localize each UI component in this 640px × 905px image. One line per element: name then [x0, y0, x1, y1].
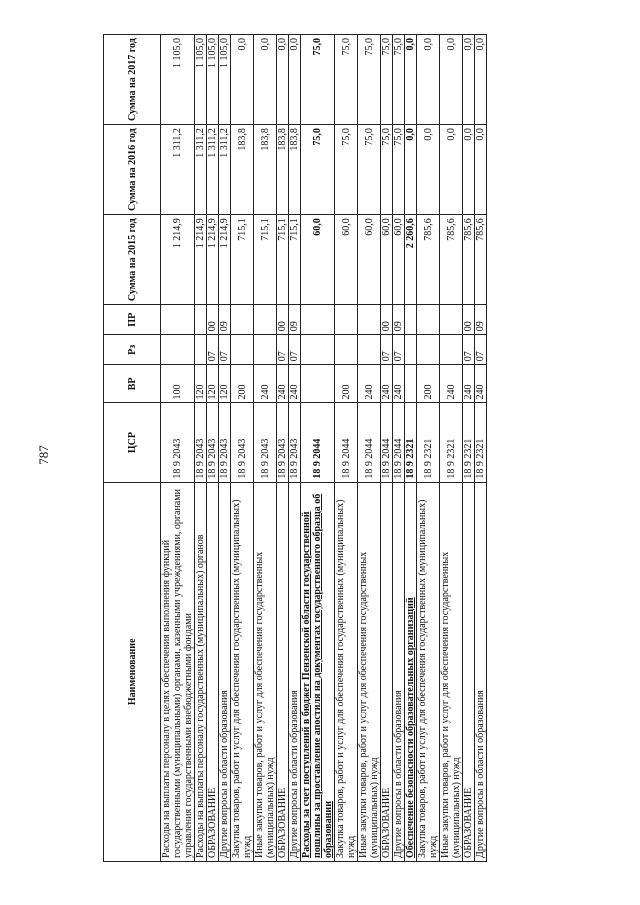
cell-rz: 07: [277, 335, 289, 365]
cell-2016: 183,8: [231, 125, 254, 215]
cell-pr: [335, 305, 358, 335]
cell-2015: 60,0: [301, 215, 335, 305]
cell-csr: 18 9 2044: [335, 403, 358, 482]
budget-table: [103, 34, 487, 862]
cell-csr: 18 9 2321: [417, 403, 440, 482]
cell-vr: 100: [161, 365, 195, 403]
cell-vr: 240: [463, 365, 475, 403]
table-row: [440, 35, 463, 862]
cell-csr: 18 9 2043: [277, 403, 289, 482]
cell-2015: 785,6: [475, 215, 487, 305]
cell-2016: 0,0: [475, 125, 487, 215]
cell-2017: 75,0: [393, 35, 405, 125]
page-number-text: 787: [36, 445, 51, 465]
cell-pr: [301, 305, 335, 335]
cell-rz: [301, 335, 335, 365]
cell-2017: 0,0: [231, 35, 254, 125]
cell-vr: 120: [219, 365, 231, 403]
cell-rz: [161, 335, 195, 365]
cell-vr: 240: [393, 365, 405, 403]
table-row: [358, 35, 381, 862]
cell-2017: 0,0: [463, 35, 475, 125]
cell-rz: 07: [463, 335, 475, 365]
cell-pr: [440, 305, 463, 335]
budget-table-container: [103, 34, 571, 862]
cell-2016: 1 311,2: [207, 125, 219, 215]
cell-pr: [417, 305, 440, 335]
cell-csr: 18 9 2321: [405, 403, 417, 482]
cell-2016: 75,0: [358, 125, 381, 215]
cell-2017: 1 105,0: [161, 35, 195, 125]
cell-vr: 240: [358, 365, 381, 403]
cell-rz: [417, 335, 440, 365]
cell-name: Другие вопросы в области образования: [289, 482, 301, 861]
cell-2016: 75,0: [301, 125, 335, 215]
cell-rz: 07: [219, 335, 231, 365]
cell-2017: 75,0: [335, 35, 358, 125]
cell-csr: 18 9 2043: [195, 403, 207, 482]
cell-pr: 00: [277, 305, 289, 335]
cell-2015: 1 214,9: [207, 215, 219, 305]
cell-2016: 0,0: [417, 125, 440, 215]
cell-vr: 240: [289, 365, 301, 403]
cell-vr: 200: [417, 365, 440, 403]
cell-2017: 75,0: [381, 35, 393, 125]
cell-rz: [195, 335, 207, 365]
cell-vr: 240: [440, 365, 463, 403]
cell-name: Другие вопросы в области образования: [475, 482, 487, 861]
table-row: [463, 35, 475, 862]
cell-pr: 09: [219, 305, 231, 335]
cell-name: Обеспечение безопасности образовательных организаций: [405, 482, 417, 861]
table-row: [254, 35, 277, 862]
header-2015: Сумма на 2015 год: [104, 215, 161, 305]
cell-rz: 07: [381, 335, 393, 365]
cell-name: Другие вопросы в области образования: [393, 482, 405, 861]
cell-2015: 60,0: [393, 215, 405, 305]
table-row: [289, 35, 301, 862]
cell-name: Расходы на выплаты персоналу в целях обеспечения выполнения функций государственными (муниципальными) органами, казенными учреждениями, органами управления государственными внебюджетными фондами: [161, 482, 195, 861]
cell-name: Закупка товаров, работ и услуг для обеспечения государственных (муниципальных) нужд: [231, 482, 254, 861]
cell-2015: 60,0: [335, 215, 358, 305]
table-row: [475, 35, 487, 862]
cell-2015: 1 214,9: [195, 215, 207, 305]
cell-2015: 715,1: [289, 215, 301, 305]
cell-2017: 1 105,0: [207, 35, 219, 125]
cell-vr: 240: [475, 365, 487, 403]
cell-pr: 09: [289, 305, 301, 335]
header-csr: ЦСР: [104, 403, 161, 482]
cell-csr: 18 9 2321: [463, 403, 475, 482]
cell-2015: 785,6: [417, 215, 440, 305]
table-row: [301, 35, 335, 862]
cell-vr: 240: [381, 365, 393, 403]
cell-2015: 1 214,9: [161, 215, 195, 305]
cell-rz: [254, 335, 277, 365]
cell-2015: 1 214,9: [219, 215, 231, 305]
table-row: [417, 35, 440, 862]
table-row: [277, 35, 289, 862]
table-row: [393, 35, 405, 862]
cell-pr: 00: [207, 305, 219, 335]
table-body: [161, 35, 487, 862]
cell-2017: 0,0: [289, 35, 301, 125]
cell-2015: 785,6: [463, 215, 475, 305]
cell-2015: 785,6: [440, 215, 463, 305]
cell-2015: 60,0: [381, 215, 393, 305]
cell-name: ОБРАЗОВАНИЕ: [277, 482, 289, 861]
cell-2016: 1 311,2: [219, 125, 231, 215]
cell-pr: [161, 305, 195, 335]
cell-name: Иные закупки товаров, работ и услуг для обеспечения государственных (муниципальных) нужд: [440, 482, 463, 861]
cell-2017: 0,0: [254, 35, 277, 125]
cell-name: Расходы на выплаты персоналу государственных (муниципальных) органов: [195, 482, 207, 861]
cell-pr: [358, 305, 381, 335]
cell-vr: 240: [277, 365, 289, 403]
cell-csr: 18 9 2043: [161, 403, 195, 482]
header-2016: Сумма на 2016 год: [104, 125, 161, 215]
cell-2015: 715,1: [231, 215, 254, 305]
cell-name: Другие вопросы в области образования: [219, 482, 231, 861]
table-row: [161, 35, 195, 862]
cell-pr: [254, 305, 277, 335]
cell-vr: 200: [335, 365, 358, 403]
page-number: [34, 440, 54, 470]
cell-pr: [405, 305, 417, 335]
cell-2016: 1 311,2: [161, 125, 195, 215]
cell-2016: 183,8: [289, 125, 301, 215]
cell-2017: 0,0: [277, 35, 289, 125]
cell-2016: 0,0: [405, 125, 417, 215]
header-vr: ВР: [104, 365, 161, 403]
cell-2015: 715,1: [277, 215, 289, 305]
cell-2017: 0,0: [417, 35, 440, 125]
cell-rz: [231, 335, 254, 365]
header-rz: Рз: [104, 335, 161, 365]
cell-vr: [301, 365, 335, 403]
cell-pr: 00: [463, 305, 475, 335]
cell-2017: 75,0: [358, 35, 381, 125]
cell-csr: 18 9 2044: [301, 403, 335, 482]
cell-rz: 07: [475, 335, 487, 365]
cell-name: Расходы за счет поступлений в бюджет Пензенской области государственной пошлины за проставление апостиля на документах государственного образца об образовании: [301, 482, 335, 861]
cell-2016: 183,8: [277, 125, 289, 215]
cell-csr: 18 9 2044: [358, 403, 381, 482]
cell-csr: 18 9 2043: [231, 403, 254, 482]
cell-name: Иные закупки товаров, работ и услуг для обеспечения государственных (муниципальных) нужд: [254, 482, 277, 861]
header-2017: Сумма на 2017 год: [104, 35, 161, 125]
cell-pr: 00: [381, 305, 393, 335]
header-name: Наименование: [104, 482, 161, 861]
cell-name: Закупка товаров, работ и услуг для обеспечения государственных (муниципальных) нужд: [417, 482, 440, 861]
cell-2016: 1 311,2: [195, 125, 207, 215]
cell-2016: 75,0: [335, 125, 358, 215]
cell-rz: [405, 335, 417, 365]
cell-2015: 60,0: [358, 215, 381, 305]
cell-name: Закупка товаров, работ и услуг для обеспечения государственных (муниципальных) нужд: [335, 482, 358, 861]
table-row: [207, 35, 219, 862]
cell-pr: [231, 305, 254, 335]
cell-vr: 200: [231, 365, 254, 403]
cell-rz: [358, 335, 381, 365]
cell-name: ОБРАЗОВАНИЕ: [381, 482, 393, 861]
cell-csr: 18 9 2044: [381, 403, 393, 482]
cell-pr: 09: [475, 305, 487, 335]
cell-2016: 75,0: [381, 125, 393, 215]
cell-name: ОБРАЗОВАНИЕ: [463, 482, 475, 861]
cell-vr: [405, 365, 417, 403]
cell-vr: 120: [195, 365, 207, 403]
cell-2017: 0,0: [475, 35, 487, 125]
cell-name: ОБРАЗОВАНИЕ: [207, 482, 219, 861]
cell-rz: 07: [289, 335, 301, 365]
header-pr: ПР: [104, 305, 161, 335]
table-header-row: [104, 35, 161, 862]
cell-vr: 120: [207, 365, 219, 403]
cell-csr: 18 9 2043: [254, 403, 277, 482]
cell-pr: [195, 305, 207, 335]
cell-2016: 0,0: [463, 125, 475, 215]
cell-csr: 18 9 2321: [440, 403, 463, 482]
cell-2015: 715,1: [254, 215, 277, 305]
cell-csr: 18 9 2043: [289, 403, 301, 482]
table-row: [381, 35, 393, 862]
table-row: [195, 35, 207, 862]
cell-csr: 18 9 2044: [393, 403, 405, 482]
cell-rz: [335, 335, 358, 365]
cell-2017: 0,0: [440, 35, 463, 125]
cell-2016: 75,0: [393, 125, 405, 215]
cell-pr: 09: [393, 305, 405, 335]
cell-2017: 1 105,0: [219, 35, 231, 125]
cell-2016: 0,0: [440, 125, 463, 215]
cell-csr: 18 9 2043: [219, 403, 231, 482]
cell-2016: 183,8: [254, 125, 277, 215]
cell-csr: 18 9 2043: [207, 403, 219, 482]
cell-2017: 0,0: [405, 35, 417, 125]
table-row: [219, 35, 231, 862]
cell-rz: [440, 335, 463, 365]
cell-rz: 07: [393, 335, 405, 365]
cell-vr: 240: [254, 365, 277, 403]
table-row: [335, 35, 358, 862]
table-row: [405, 35, 417, 862]
cell-2017: 1 105,0: [195, 35, 207, 125]
cell-name: Иные закупки товаров, работ и услуг для обеспечения государственных (муниципальных) нужд: [358, 482, 381, 861]
cell-2017: 75,0: [301, 35, 335, 125]
cell-2015: 2 260,6: [405, 215, 417, 305]
cell-rz: 07: [207, 335, 219, 365]
table-row: [231, 35, 254, 862]
cell-csr: 18 9 2321: [475, 403, 487, 482]
